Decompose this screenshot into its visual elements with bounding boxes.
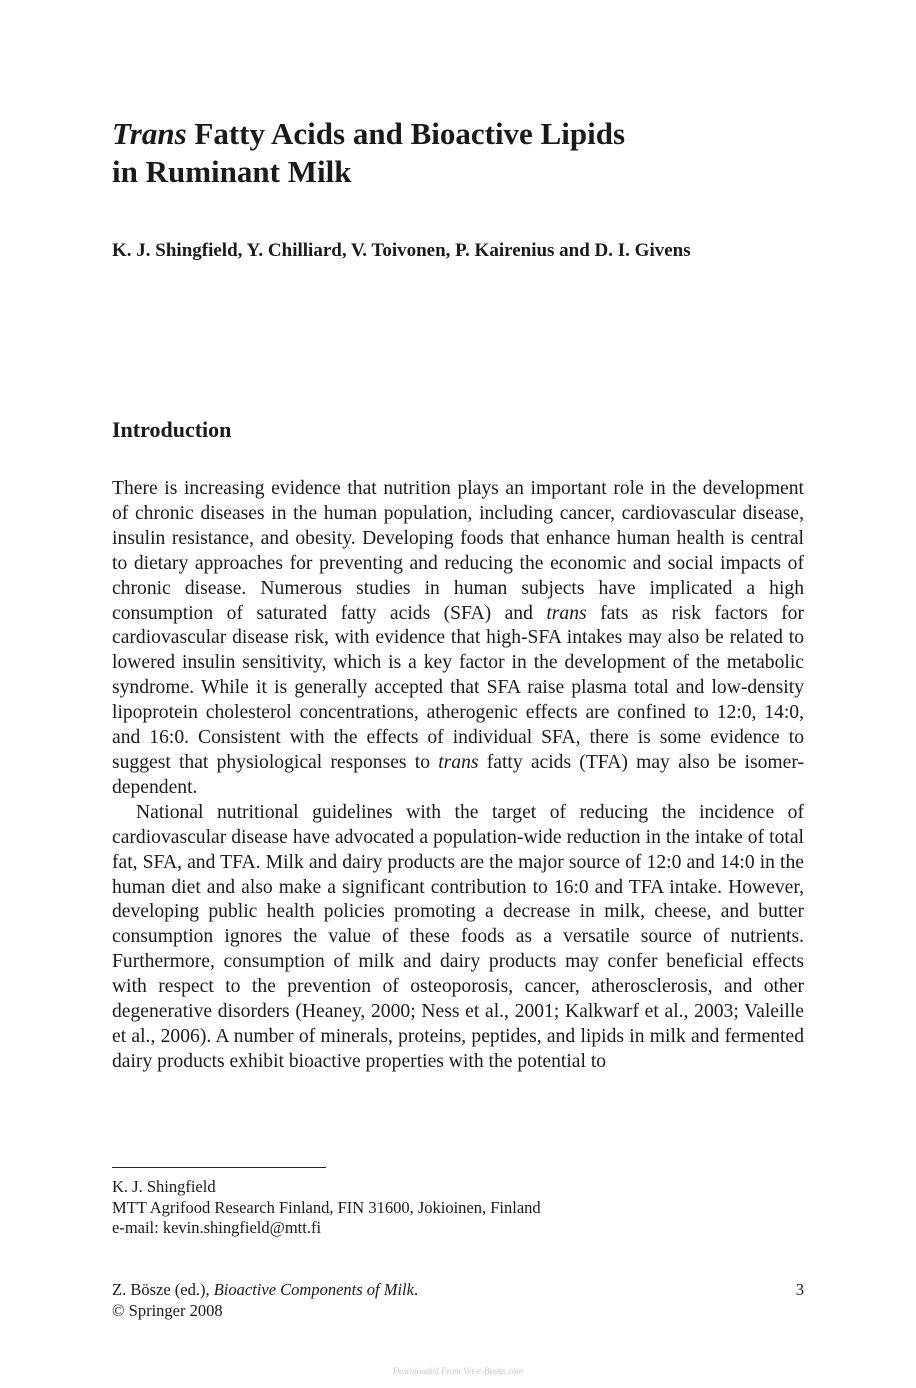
citation-editor: Z. Bösze (ed.), <box>112 1280 214 1299</box>
paragraph-1 <box>112 477 804 801</box>
author-footnote <box>112 1177 804 1239</box>
copyright-line: © Springer 2008 <box>112 1300 223 1320</box>
download-watermark: Downloaded From Vet-e-Books.com <box>392 1366 524 1376</box>
footnote-author-name: K. J. Shingfield <box>112 1177 216 1196</box>
page-footer <box>112 1280 804 1321</box>
page-number: 3 <box>795 1280 804 1299</box>
section-heading-introduction: Introduction <box>112 417 232 442</box>
title-italic-word: Trans <box>112 116 187 151</box>
book-citation <box>112 1280 418 1301</box>
title-line1: Fatty Acids and Bioactive Lipids <box>186 116 626 151</box>
p1-segment-3: fatty acids (TFA) may also be isomer-dependent. <box>112 751 805 798</box>
title-line2: in Ruminant Milk <box>112 154 352 189</box>
p1-segment-1: There is increasing evidence that nutrition plays an important role in the development of chronic diseases in the human population, including cancer, cardiovascular disease, insulin resistance, and obesity. Developing foods that enhance human health is central to dietary approaches for preventing and reducing the economic and social impacts of chronic disease. Numerous studies in human subjects have implicated a high consumption of saturated fatty acids (SFA) and <box>112 478 804 624</box>
p1-segment-2: fats as risk factors for cardiovascular disease risk, with evidence that high-SFA intakes may also be related to lowered insulin sensitivity, which is a key factor in the development of the metabolic syndrome. While it is generally accepted that SFA raise plasma total and low-density lipoprotein cholesterol concentrations, atherogenic effects are confined to 12:0, 14:0, and 16:0. Consistent with the effects of individual SFA, there is some evidence to suggest that physiological responses to <box>112 602 804 773</box>
footnote-affiliation: MTT Agrifood Research Finland, FIN 31600, Jokioinen, Finland <box>112 1197 541 1217</box>
chapter-title <box>112 115 812 191</box>
citation-period: . <box>413 1280 419 1299</box>
citation-book-title: Bioactive Components of Milk <box>213 1280 414 1299</box>
footnote-email: e-mail: kevin.shingfield@mtt.fi <box>112 1218 322 1237</box>
body-text <box>112 477 804 1075</box>
footnote-divider <box>112 1167 326 1168</box>
p1-italic-trans-1: trans <box>546 602 587 624</box>
paragraph-2: National nutritional guidelines with the target of reducing the incidence of cardiovascular disease have advocated a population-wide reduction in the intake of total fat, SFA, and TFA. Milk and dairy products are the major source of 12:0 and 14:0 in the human diet and also make a significant contribution to 16:0 and TFA intake. However, developing public health policies promoting a decrease in milk, cheese, and butter consumption ignores the value of these foods as a versatile source of nutrients. Furthermore, consumption of milk and dairy products may confer beneficial effects with respect to the prevention of osteoporosis, cancer, atherosclerosis, and other degenerative disorders (Heaney, 2000; Ness et al., 2001; Kalkwarf et al., 2003; Valeille et al., 2006). A number of minerals, proteins, peptides, and lipids in milk and fermented dairy products exhibit bioactive properties with the potential to <box>112 801 804 1072</box>
author-list: K. J. Shingfield, Y. Chilliard, V. Toivonen, P. Kairenius and D. I. Givens <box>112 240 691 261</box>
p1-italic-trans-2: trans <box>438 751 479 773</box>
